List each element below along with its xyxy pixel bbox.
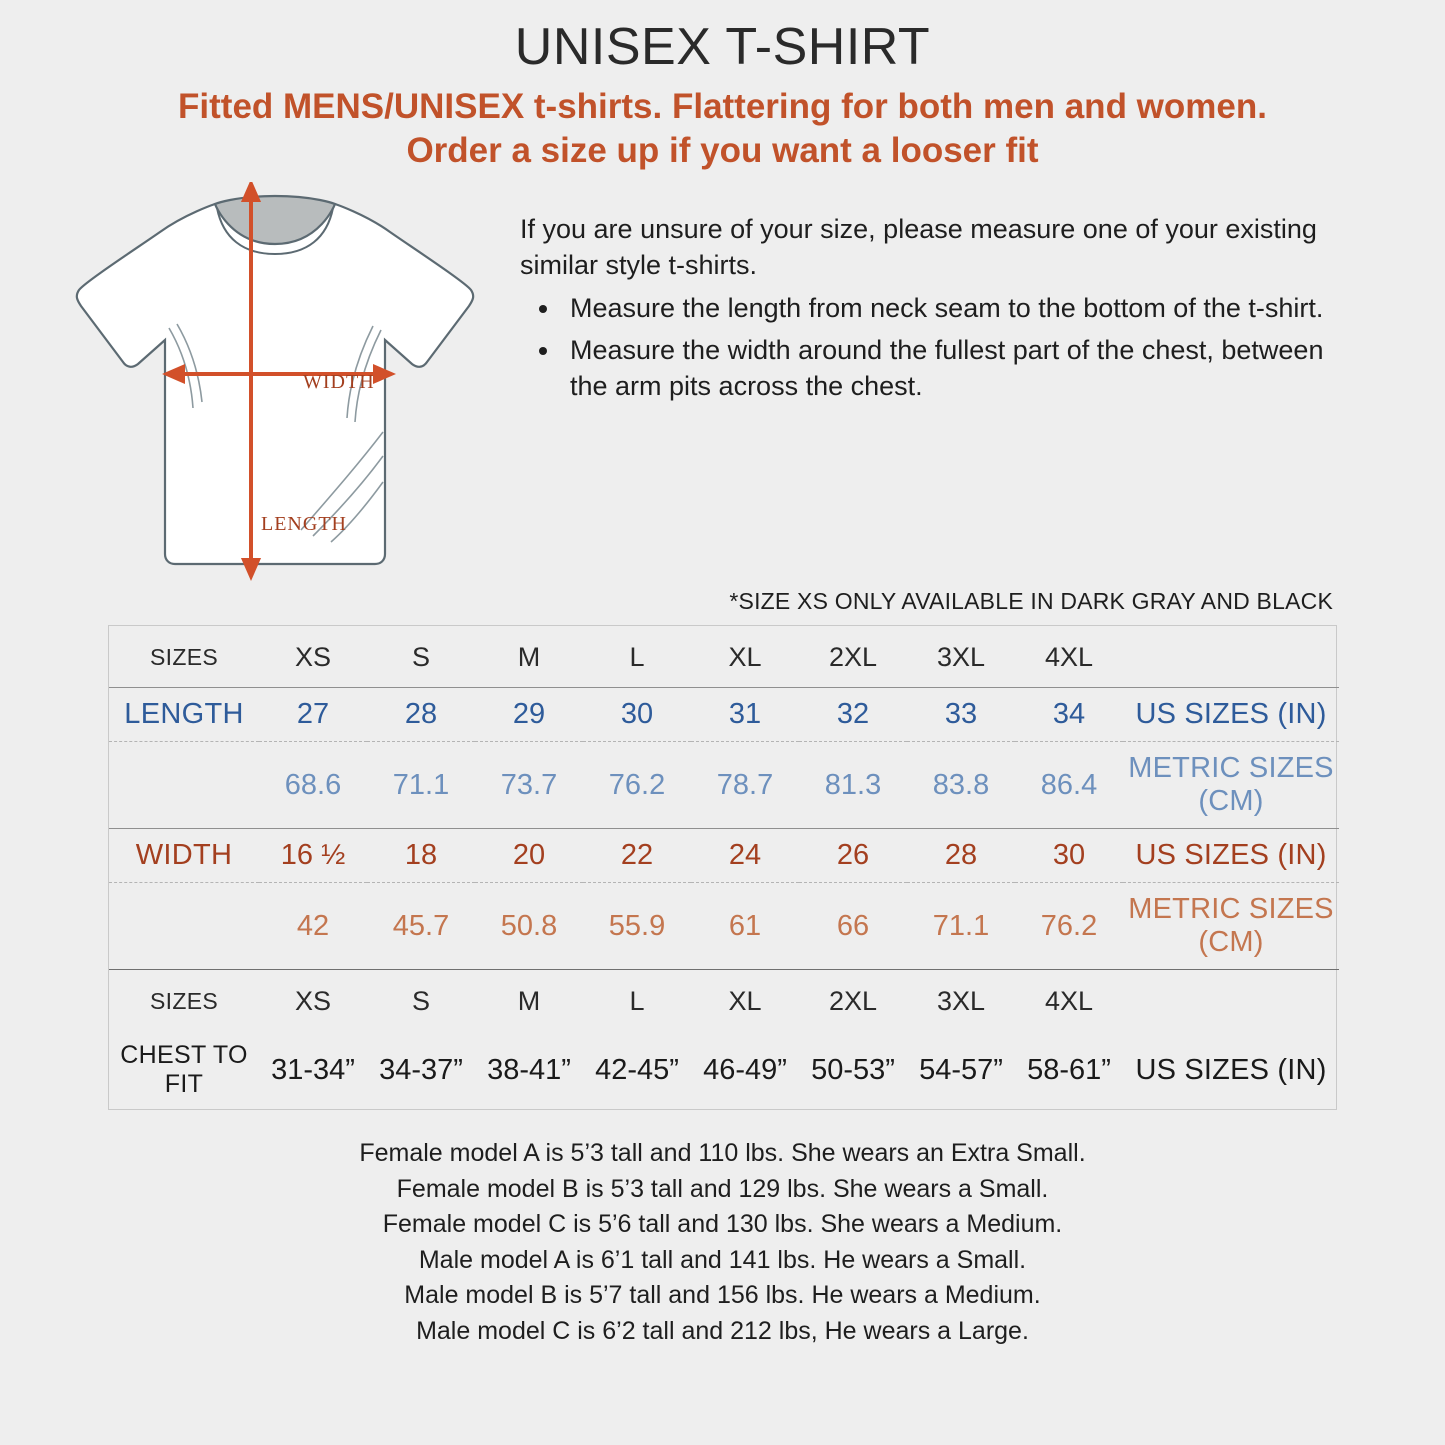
instruction-length: • Measure the length from neck seam to the bottom of the t-shirt. (562, 291, 1345, 327)
header2-size-4xl: 4XL (1015, 970, 1123, 1032)
row-label-length-cm (109, 742, 259, 829)
width-cm-4xl: 76.2 (1015, 883, 1123, 970)
header-sizes-label-2: SIZES (109, 970, 259, 1032)
top-section (0, 174, 1445, 582)
length-label: LENGTH (261, 513, 347, 536)
size-table-container (108, 625, 1337, 1110)
length-cm-l: 76.2 (583, 742, 691, 829)
header2-size-l: L (583, 970, 691, 1032)
width-cm-s: 45.7 (367, 883, 475, 970)
footer-line-2: Female model B is 5’3 tall and 129 lbs. She wears a Small. (396, 1174, 1049, 1203)
header-size-4xl: 4XL (1044, 642, 1094, 673)
length-cm-s: 71.1 (367, 742, 475, 829)
chest-unit: US SIZES (IN) (1135, 1053, 1327, 1086)
table-row-width-cm (109, 883, 1339, 970)
size-table (109, 626, 1339, 1109)
width-label: WIDTH (303, 371, 375, 394)
table-row-width-in (109, 829, 1339, 883)
header2-size-xs: XS (259, 970, 367, 1032)
header2-size-2xl: 2XL (799, 970, 907, 1032)
chest-m: 38-41” (487, 1053, 571, 1086)
footer-line-5: Male model B is 5’7 tall and 156 lbs. He wears a Medium. (404, 1281, 1041, 1310)
length-in-s: 28 (367, 688, 475, 742)
header-size-xl: XL (728, 642, 762, 673)
header-size-m: M (517, 642, 541, 673)
length-cm-2xl: 81.3 (799, 742, 907, 829)
instructions-list (520, 291, 1345, 404)
row-label-length: LENGTH (109, 688, 259, 742)
length-in-xs: 27 (259, 688, 367, 742)
chest-4xl: 58-61” (1027, 1053, 1111, 1086)
subtitle-line-2: Order a size up if you want a looser fit (406, 131, 1039, 171)
footer-line-6: Male model C is 6’2 tall and 212 lbs, He wears a Large. (416, 1316, 1029, 1345)
length-in-4xl: 34 (1015, 688, 1123, 742)
width-cm-unit: METRIC SIZES (CM) (1123, 883, 1339, 970)
footer-line-1: Female model A is 5’3 tall and 110 lbs. She wears an Extra Small. (359, 1139, 1086, 1168)
header2-size-3xl: 3XL (907, 970, 1015, 1032)
length-cm-unit: METRIC SIZES (CM) (1123, 742, 1339, 829)
page-title: UNISEX T-SHIRT (514, 18, 931, 76)
chest-xs: 31-34” (271, 1053, 355, 1086)
header-size-3xl: 3XL (936, 642, 986, 673)
width-in-3xl: 28 (907, 829, 1015, 883)
length-cm-m: 73.7 (475, 742, 583, 829)
width-in-4xl: 30 (1015, 829, 1123, 883)
table-row-length-in (109, 688, 1339, 742)
page-subtitle (0, 75, 1445, 175)
width-in-l: 22 (583, 829, 691, 883)
length-cm-3xl: 83.8 (907, 742, 1015, 829)
chest-xl: 46-49” (703, 1053, 787, 1086)
footer-line-3: Female model C is 5’6 tall and 130 lbs. She wears a Medium. (382, 1210, 1063, 1239)
header2-size-xl: XL (691, 970, 799, 1032)
header-size-2xl: 2XL (828, 642, 878, 673)
header-size-xs: XS (294, 642, 332, 673)
chest-s: 34-37” (379, 1053, 463, 1086)
table-header-row (109, 626, 1339, 688)
width-in-xs: 16 ½ (259, 829, 367, 883)
row-label-width: WIDTH (109, 829, 259, 883)
width-in-s: 18 (367, 829, 475, 883)
row-label-chest-to-fit: CHEST TO FIT (120, 1041, 248, 1099)
header-size-s: S (411, 642, 430, 673)
chest-3xl: 54-57” (919, 1053, 1003, 1086)
subtitle-line-1: Fitted MENS/UNISEX t-shirts. Flattering for both men and women. (178, 86, 1267, 126)
width-cm-l: 55.9 (583, 883, 691, 970)
header-sizes-label: SIZES (150, 644, 218, 671)
row-label-width-cm (109, 883, 259, 970)
header-size-l: L (629, 642, 645, 673)
table-header-row-2 (109, 970, 1339, 1032)
width-cm-xl: 61 (691, 883, 799, 970)
instruction-width: • Measure the width around the fullest part of the chest, between the arm pits across the chest. (562, 333, 1345, 404)
header-unit-blank (1123, 626, 1339, 688)
length-cm-xl: 78.7 (691, 742, 799, 829)
width-cm-xs: 42 (259, 883, 367, 970)
header2-size-s: S (367, 970, 475, 1032)
footer-line-4: Male model A is 6’1 tall and 141 lbs. He wears a Small. (418, 1245, 1027, 1274)
instructions-intro: If you are unsure of your size, please measure one of your existing similar style t-shirts. (520, 214, 1317, 280)
header2-unit-blank (1123, 970, 1339, 1032)
length-cm-4xl: 86.4 (1015, 742, 1123, 829)
width-cm-m: 50.8 (475, 883, 583, 970)
table-row-chest-to-fit (109, 1031, 1339, 1109)
measuring-instructions (520, 182, 1445, 582)
header2-size-m: M (475, 970, 583, 1032)
table-row-length-cm (109, 742, 1339, 829)
width-in-xl: 24 (691, 829, 799, 883)
length-in-xl: 31 (691, 688, 799, 742)
chest-2xl: 50-53” (811, 1053, 895, 1086)
length-in-2xl: 32 (799, 688, 907, 742)
length-cm-xs: 68.6 (259, 742, 367, 829)
width-in-unit: US SIZES (IN) (1123, 829, 1339, 883)
length-in-unit: US SIZES (IN) (1123, 688, 1339, 742)
width-cm-2xl: 66 (799, 883, 907, 970)
availability-note: *SIZE XS ONLY AVAILABLE IN DARK GRAY AND BLACK (729, 588, 1333, 615)
length-in-m: 29 (475, 688, 583, 742)
width-cm-3xl: 71.1 (907, 883, 1015, 970)
width-in-m: 20 (475, 829, 583, 883)
model-measurements-footer (0, 1110, 1445, 1349)
tshirt-diagram-icon (65, 182, 485, 582)
chest-l: 42-45” (595, 1053, 679, 1086)
length-in-l: 30 (583, 688, 691, 742)
tshirt-diagram-container (0, 182, 520, 582)
length-in-3xl: 33 (907, 688, 1015, 742)
width-in-2xl: 26 (799, 829, 907, 883)
